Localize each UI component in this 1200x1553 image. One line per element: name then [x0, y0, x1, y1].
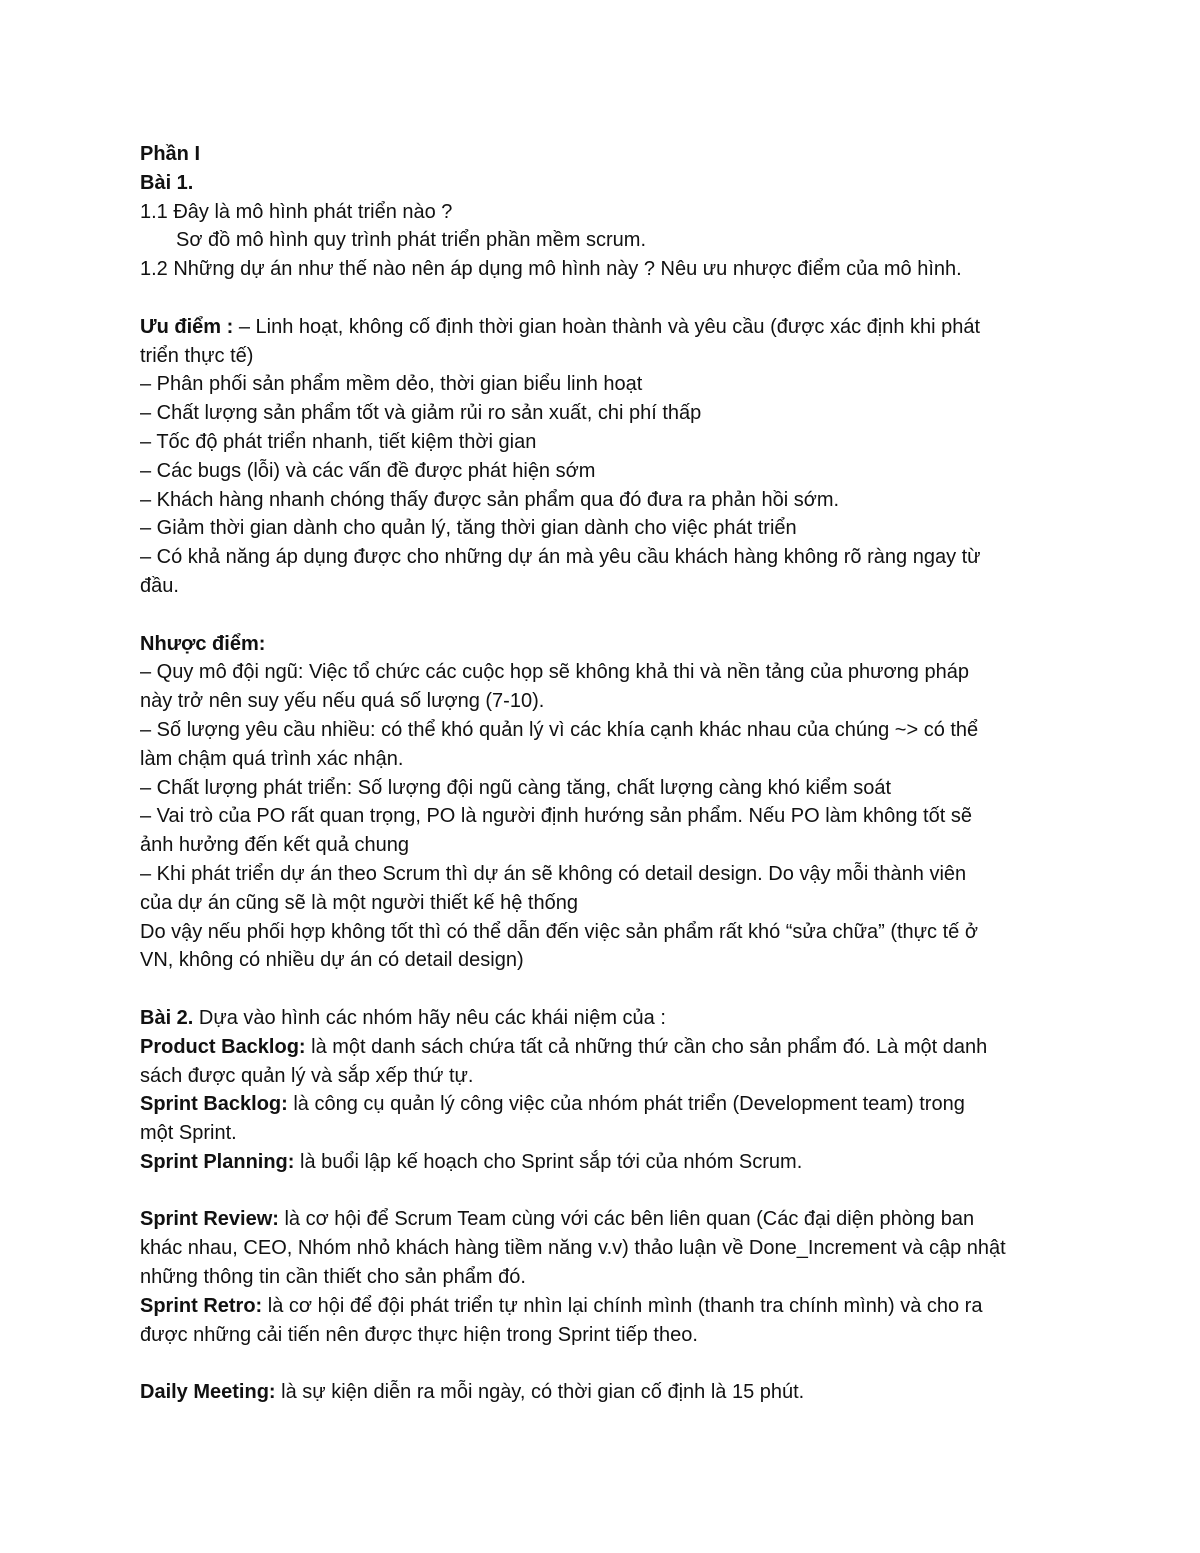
disadvantages-line: của dự án cũng sẽ là một người thiết kế hệ thống: [140, 891, 578, 914]
sprint-backlog-definition: là công cụ quản lý công việc của nhóm phát triển (Development team) trong: [287, 1093, 965, 1116]
disadvantages-line: – Vai trò của PO rất quan trọng, PO là người định hướng sản phẩm. Nếu PO làm không tốt sẽ: [140, 805, 972, 828]
advantages-item-1-line-1: – Linh hoạt, không cố định thời gian hoàn thành và yêu cầu (được xác định khi phát: [233, 315, 981, 338]
daily-meeting-definition: là sự kiện diễn ra mỗi ngày, có thời gian cố định là 15 phút.: [275, 1381, 805, 1404]
document-page: [140, 140, 1080, 1407]
sprint-planning-definition: là buổi lập kế hoạch cho Sprint sắp tới của nhóm Scrum.: [294, 1150, 803, 1173]
disadvantages-line: – Khi phát triển dự án theo Scrum thì dự án sẽ không có detail design. Do vậy mỗi thành viên: [140, 862, 967, 885]
advantages-label: Ưu điểm :: [140, 315, 234, 338]
spacer: [140, 1349, 1080, 1378]
answer-1-1: Sơ đồ mô hình quy trình phát triển phần mềm scrum.: [176, 229, 647, 252]
daily-meeting-term: Daily Meeting:: [140, 1381, 276, 1404]
question-1-1: 1.1 Đây là mô hình phát triển nào ?: [140, 200, 453, 223]
advantages-item-1-line-2: triển thực tế): [140, 344, 254, 367]
sprint-retro-line-1: [140, 1292, 1080, 1321]
disadvantages-label: Nhược điểm:: [140, 632, 266, 655]
sprint-retro-definition: là cơ hội để đội phát triển tự nhìn lại chính mình (thanh tra chính mình) và cho ra: [262, 1294, 983, 1317]
spacer: [140, 975, 1080, 1004]
exercise-2-title: Bài 2.: [140, 1006, 194, 1029]
sprint-planning-line-1: [140, 1148, 1080, 1177]
advantages-item: – Phân phối sản phẩm mềm dẻo, thời gian biểu linh hoạt: [140, 373, 643, 396]
sprint-review-definition: là cơ hội để Scrum Team cùng với các bên liên quan (Các đại diện phòng ban: [278, 1208, 975, 1231]
sprint-review-line-2: khác nhau, CEO, Nhóm nhỏ khách hàng tiềm năng v.v) thảo luận về Done_Increment và cập nhật: [140, 1237, 1006, 1260]
spacer: [140, 601, 1080, 630]
exercise-1-title: Bài 1.: [140, 171, 194, 194]
product-backlog-definition: là một danh sách chứa tất cả những thứ cần cho sản phẩm đó. Là một danh: [305, 1035, 988, 1058]
disadvantages-line: Do vậy nếu phối hợp không tốt thì có thể dẫn đến việc sản phẩm rất khó “sửa chữa” (thực tế ở: [140, 920, 978, 943]
exercise-2-intro: Dựa vào hình các nhóm hãy nêu các khái niệm của :: [193, 1006, 666, 1029]
advantages-item: – Các bugs (lỗi) và các vấn đề được phát hiện sớm: [140, 459, 596, 482]
advantages-item: – Tốc độ phát triển nhanh, tiết kiệm thời gian: [140, 430, 537, 453]
disadvantages-line: – Quy mô đội ngũ: Việc tổ chức các cuộc họp sẽ không khả thi và nền tảng của phương pháp: [140, 661, 969, 684]
advantages-item: – Chất lượng sản phẩm tốt và giảm rủi ro sản xuất, chi phí thấp: [140, 402, 702, 425]
question-1-2: 1.2 Những dự án như thế nào nên áp dụng mô hình này ? Nêu ưu nhược điểm của mô hình.: [140, 258, 962, 281]
advantages-item: – Giảm thời gian dành cho quản lý, tăng thời gian dành cho việc phát triển: [140, 517, 797, 540]
disadvantages-line: ảnh hưởng đến kết quả chung: [140, 834, 409, 857]
sprint-retro-term: Sprint Retro:: [140, 1294, 263, 1317]
disadvantages-line: làm chậm quá trình xác nhận.: [140, 747, 404, 770]
spacer: [140, 1177, 1080, 1206]
advantages-item: – Khách hàng nhanh chóng thấy được sản phẩm qua đó đưa ra phản hồi sớm.: [140, 488, 840, 511]
sprint-planning-term: Sprint Planning:: [140, 1150, 295, 1173]
daily-meeting-line-1: [140, 1378, 1080, 1407]
disadvantages-line: – Số lượng yêu cầu nhiều: có thể khó quản lý vì các khía cạnh khác nhau của chúng ~> có thể: [140, 718, 979, 741]
product-backlog-line-1: [140, 1033, 1080, 1062]
sprint-review-term: Sprint Review:: [140, 1208, 279, 1231]
advantages-item: – Có khả năng áp dụng được cho những dự án mà yêu cầu khách hàng không rõ ràng ngay từ: [140, 546, 981, 569]
product-backlog-line-2: sách được quản lý và sắp xếp thứ tự.: [140, 1064, 474, 1087]
sprint-backlog-line-1: [140, 1090, 1080, 1119]
disadvantages-line: VN, không có nhiều dự án có detail design): [140, 949, 524, 972]
advantages-item: đầu.: [140, 574, 179, 597]
sprint-review-line-3: những thông tin cần thiết cho sản phẩm đó.: [140, 1266, 526, 1289]
part-heading: Phần I: [140, 143, 201, 165]
disadvantages-line: – Chất lượng phát triển: Số lượng đội ngũ càng tăng, chất lượng càng khó kiểm soát: [140, 776, 892, 799]
advantages-first-line: [140, 313, 1080, 342]
sprint-backlog-line-2: một Sprint.: [140, 1122, 237, 1145]
sprint-backlog-term: Sprint Backlog:: [140, 1093, 288, 1116]
sprint-retro-line-2: được những cải tiến nên được thực hiện trong Sprint tiếp theo.: [140, 1323, 698, 1346]
sprint-review-line-1: [140, 1205, 1080, 1234]
exercise-2-intro-line: [140, 1004, 1080, 1033]
spacer: [140, 284, 1080, 313]
product-backlog-term: Product Backlog:: [140, 1035, 306, 1058]
disadvantages-line: này trở nên suy yếu nếu quá số lượng (7-10).: [140, 690, 545, 713]
